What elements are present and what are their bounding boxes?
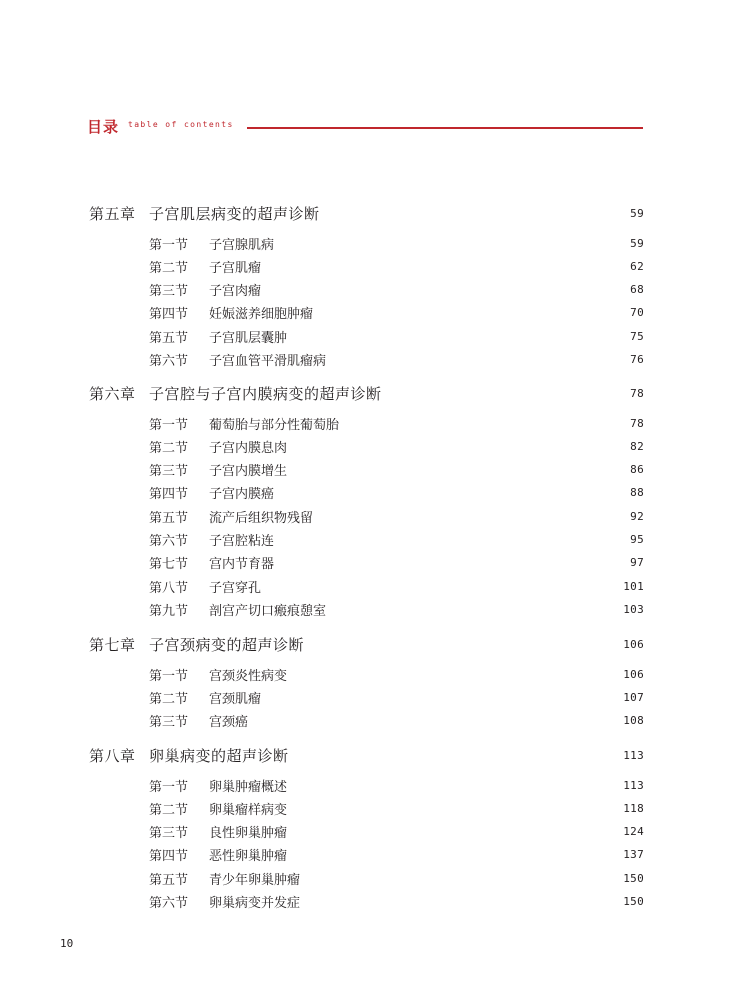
section-page: 150 — [623, 871, 644, 885]
section-title: 宫颈炎性病变 — [209, 668, 288, 684]
section-title: 恶性卵巢肿瘤 — [209, 849, 288, 865]
section-title: 子宫肉瘤 — [209, 284, 262, 300]
toc-section-entry[interactable] — [149, 412, 644, 434]
section-number: 第四节 — [149, 487, 189, 503]
section-page: 70 — [630, 306, 644, 320]
toc-heading: 目录 — [87, 118, 120, 136]
section-number: 第三节 — [149, 715, 189, 731]
section-title: 良性卵巢肿瘤 — [209, 826, 288, 842]
section-number: 第六节 — [149, 534, 189, 549]
section-number: 第一节 — [149, 668, 189, 684]
section-page: 76 — [630, 353, 644, 366]
section-number: 第八节 — [149, 580, 189, 596]
toc-section-entry[interactable] — [149, 255, 644, 277]
section-title: 卵巢病变并发症 — [209, 896, 301, 911]
toc-section-entry[interactable] — [149, 891, 644, 913]
toc-section-entry[interactable] — [149, 482, 644, 504]
section-title: 青少年卵巢肿瘤 — [209, 872, 301, 888]
section-title: 子宫内膜癌 — [209, 487, 275, 503]
section-page: 62 — [630, 259, 644, 273]
toc-subheading: table of contents — [128, 120, 234, 129]
section-title: 子宫肌层囊肿 — [209, 330, 288, 346]
toc-section-entry[interactable] — [149, 797, 644, 819]
toc-section-entry[interactable] — [149, 552, 644, 574]
section-title: 流产后组织物残留 — [209, 510, 314, 526]
toc-header — [87, 112, 643, 136]
section-page: 107 — [623, 690, 644, 704]
toc-section-entry[interactable] — [149, 302, 644, 324]
section-title: 剖宫产切口瘢痕憩室 — [209, 603, 327, 619]
section-page: 106 — [623, 667, 644, 681]
section-page: 118 — [623, 801, 644, 815]
toc-section-entry[interactable] — [149, 663, 644, 685]
chapter-page: 59 — [630, 206, 644, 220]
chapter-title: 卵巢病变的超声诊断 — [149, 746, 289, 765]
section-number: 第二节 — [149, 691, 189, 707]
section-title: 葡萄胎与部分性葡萄胎 — [209, 417, 340, 433]
toc-section-entry[interactable] — [149, 774, 644, 796]
section-page: 108 — [623, 714, 644, 728]
toc-chapter-entry[interactable] — [89, 202, 644, 224]
toc-section-entry[interactable] — [149, 349, 644, 371]
toc-section-entry[interactable] — [149, 279, 644, 301]
section-number: 第三节 — [149, 826, 189, 842]
chapter-title: 子宫颈病变的超声诊断 — [149, 635, 305, 654]
section-page: 82 — [630, 439, 644, 453]
section-number: 第四节 — [149, 307, 189, 323]
toc-section-entry[interactable] — [149, 529, 644, 551]
section-title: 宫颈癌 — [209, 715, 249, 731]
section-number: 第五节 — [149, 510, 189, 526]
section-number: 第二节 — [149, 440, 189, 456]
section-title: 子宫腔粘连 — [209, 534, 275, 549]
toc-section-entry[interactable] — [149, 821, 644, 843]
section-title: 子宫内膜息肉 — [209, 440, 288, 456]
section-number: 第九节 — [149, 603, 189, 619]
section-title: 子宫血管平滑肌瘤病 — [209, 354, 327, 369]
section-number: 第一节 — [149, 237, 189, 253]
section-page: 59 — [630, 236, 644, 250]
toc-chapter-entry[interactable] — [89, 744, 644, 766]
chapter-number: 第六章 — [89, 384, 136, 403]
section-title: 妊娠滋养细胞肿瘤 — [209, 307, 314, 323]
section-page: 124 — [623, 825, 644, 839]
toc-section-entry[interactable] — [149, 575, 644, 597]
section-number: 第二节 — [149, 802, 189, 818]
section-number: 第六节 — [149, 354, 189, 369]
chapter-number: 第七章 — [89, 635, 136, 654]
section-number: 第一节 — [149, 779, 189, 795]
section-title: 子宫内膜增生 — [209, 464, 288, 480]
section-page: 150 — [623, 895, 644, 908]
toc-section-entry[interactable] — [149, 867, 644, 889]
toc-chapter-entry[interactable] — [89, 633, 644, 655]
toc-section-entry[interactable] — [149, 598, 644, 620]
section-number: 第五节 — [149, 872, 189, 888]
section-page: 103 — [623, 602, 644, 616]
toc-section-entry[interactable] — [149, 459, 644, 481]
section-number: 第三节 — [149, 464, 189, 480]
header-rule — [247, 127, 643, 129]
section-page: 75 — [630, 329, 644, 343]
section-number: 第五节 — [149, 330, 189, 346]
toc-chapter-entry[interactable] — [89, 382, 644, 404]
toc-section-entry[interactable] — [149, 435, 644, 457]
toc-section-entry[interactable] — [149, 686, 644, 708]
section-page: 101 — [623, 579, 644, 593]
section-number: 第一节 — [149, 417, 189, 433]
section-number: 第六节 — [149, 896, 189, 911]
section-title: 子宫腺肌病 — [209, 237, 275, 253]
chapter-number: 第五章 — [89, 204, 136, 223]
section-page: 88 — [630, 486, 644, 500]
section-number: 第四节 — [149, 849, 189, 865]
toc-section-entry[interactable] — [149, 844, 644, 866]
chapter-page: 106 — [623, 637, 644, 651]
section-page: 137 — [623, 848, 644, 862]
section-page: 97 — [630, 556, 644, 570]
section-page: 113 — [623, 778, 644, 792]
chapter-page: 78 — [630, 386, 644, 400]
chapter-page: 113 — [623, 748, 644, 762]
section-number: 第三节 — [149, 284, 189, 300]
section-title: 宫颈肌瘤 — [209, 691, 262, 707]
section-title: 子宫穿孔 — [209, 580, 262, 596]
chapter-title: 子宫肌层病变的超声诊断 — [149, 204, 320, 223]
section-title: 子宫肌瘤 — [209, 260, 262, 276]
section-title: 宫内节育器 — [209, 557, 275, 573]
toc-section-entry[interactable] — [149, 325, 644, 347]
section-number: 第七节 — [149, 557, 189, 573]
section-title: 卵巢瘤样病变 — [209, 802, 288, 818]
toc-section-entry[interactable] — [149, 710, 644, 732]
section-page: 86 — [630, 463, 644, 477]
section-page: 68 — [630, 283, 644, 297]
section-page: 78 — [630, 416, 644, 430]
chapter-title: 子宫腔与子宫内膜病变的超声诊断 — [149, 384, 382, 403]
chapter-number: 第八章 — [89, 746, 136, 765]
toc-section-entry[interactable] — [149, 232, 644, 254]
folio-page-number: 10 — [60, 937, 74, 950]
section-title: 卵巢肿瘤概述 — [209, 779, 288, 795]
toc-section-entry[interactable] — [149, 505, 644, 527]
section-page: 95 — [630, 533, 644, 546]
section-number: 第二节 — [149, 260, 189, 276]
section-page: 92 — [630, 509, 644, 523]
